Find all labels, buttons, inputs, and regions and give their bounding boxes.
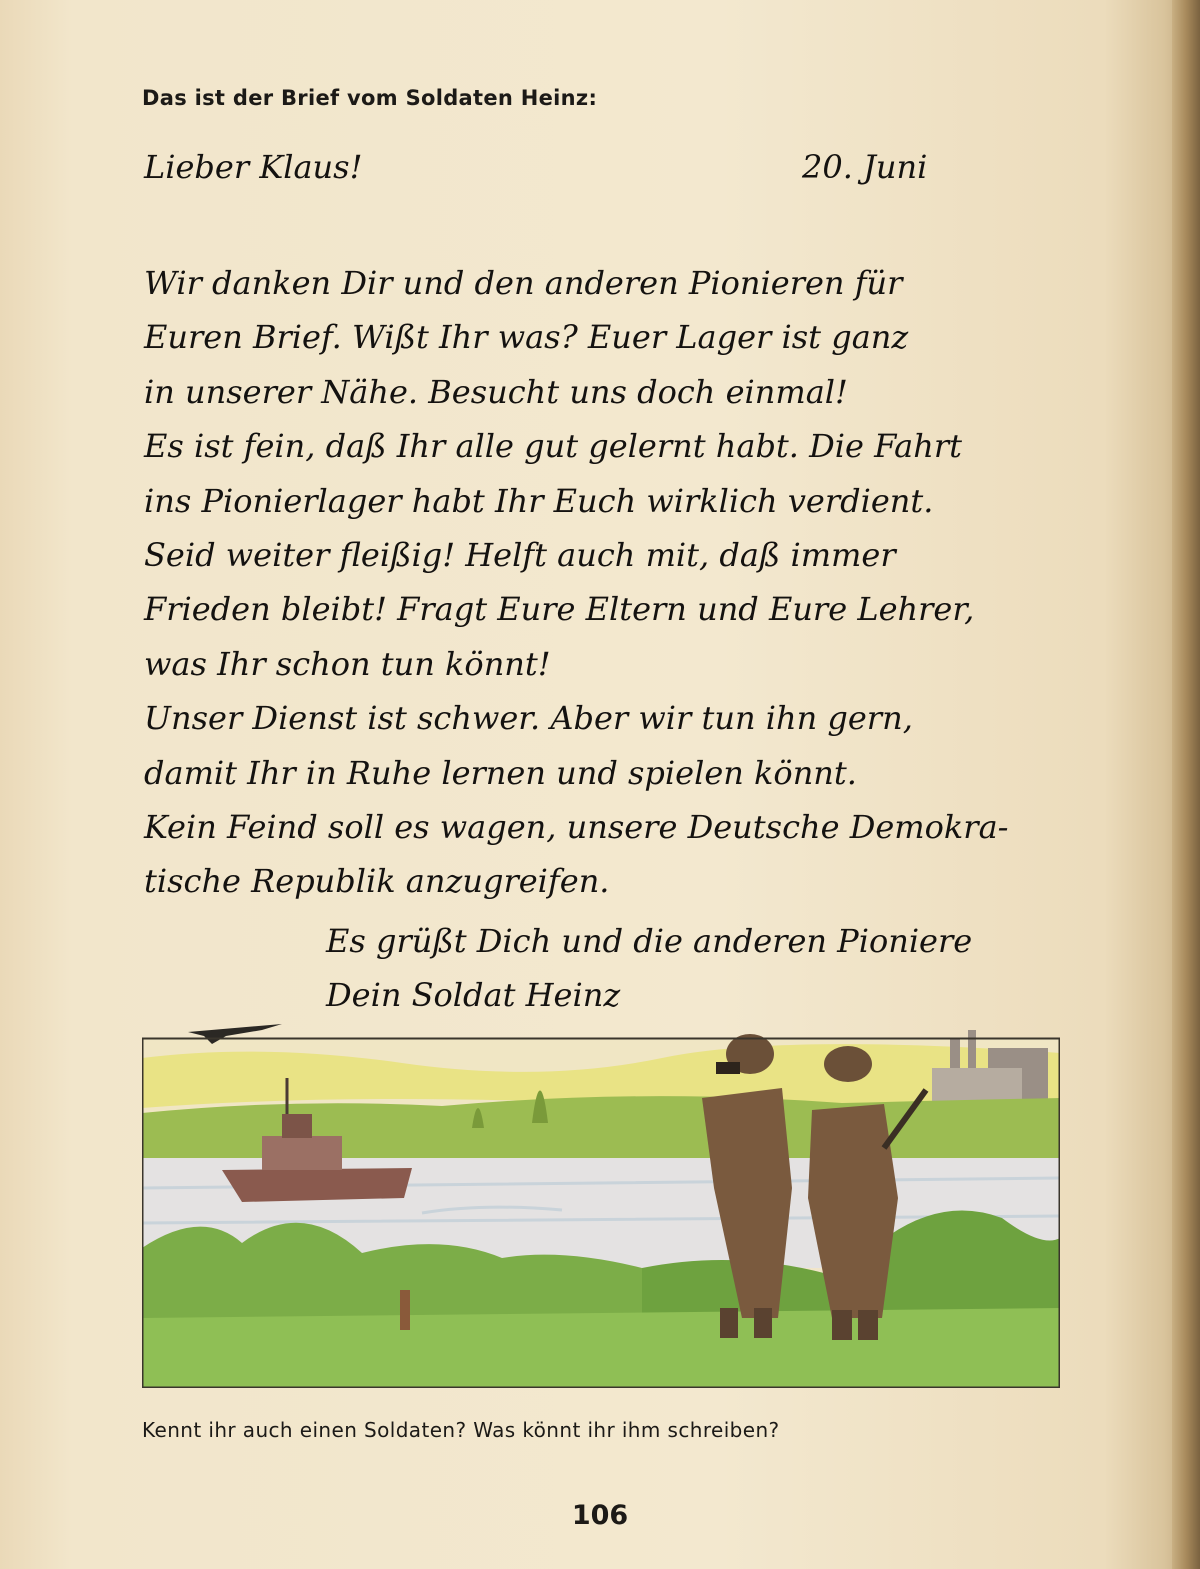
letter-line: Es ist fein, daß Ihr alle gut gelernt habt. Die Fahrt: [144, 427, 962, 466]
wooden-post: [400, 1290, 410, 1330]
letter-body: [144, 256, 1008, 909]
signature-line: Dein Soldat Heinz: [326, 976, 621, 1014]
closing-line: Es grüßt Dich und die anderen Pioniere: [326, 922, 973, 960]
letter-line: ins Pionierlager habt Ihr Euch wirklich verdient.: [144, 481, 934, 520]
book-binding: [1172, 0, 1200, 1569]
letter-line: Wir danken Dir und den anderen Pionieren für: [144, 264, 903, 302]
letter-line: tische Republik anzugreifen.: [144, 862, 610, 901]
letter-line: Euren Brief. Wißt Ihr was? Euer Lager ist ganz: [144, 318, 909, 357]
page-number: 106: [571, 1500, 629, 1531]
letter-line: was Ihr schon tun könnt!: [144, 644, 551, 683]
caption: Kennt ihr auch einen Soldaten? Was könnt ihr ihm schreiben?: [142, 1418, 780, 1442]
letter-line: damit Ihr in Ruhe lernen und spielen könnt.: [144, 753, 857, 792]
letter-closing: [326, 914, 972, 1022]
letter-line: Kein Feind soll es wagen, unsere Deutsche Demokra-: [144, 807, 1009, 846]
letter-line: in unserer Nähe. Besucht uns doch einmal!: [144, 372, 848, 411]
letter-line: Frieden bleibt! Fragt Eure Eltern und Eure Lehrer,: [144, 590, 975, 629]
illustration-soldiers-river: [142, 1018, 1060, 1388]
letter-line: Seid weiter fleißig! Helft auch mit, daß immer: [144, 535, 896, 574]
intro-text: Das ist der Brief vom Soldaten Heinz:: [142, 86, 598, 110]
letter-line: Unser Dienst ist schwer. Aber wir tun ihn gern,: [144, 699, 913, 738]
meadow: [142, 1308, 1060, 1388]
letter-date: 20. Juni: [802, 148, 928, 186]
letter-salutation: Lieber Klaus!: [144, 148, 363, 186]
